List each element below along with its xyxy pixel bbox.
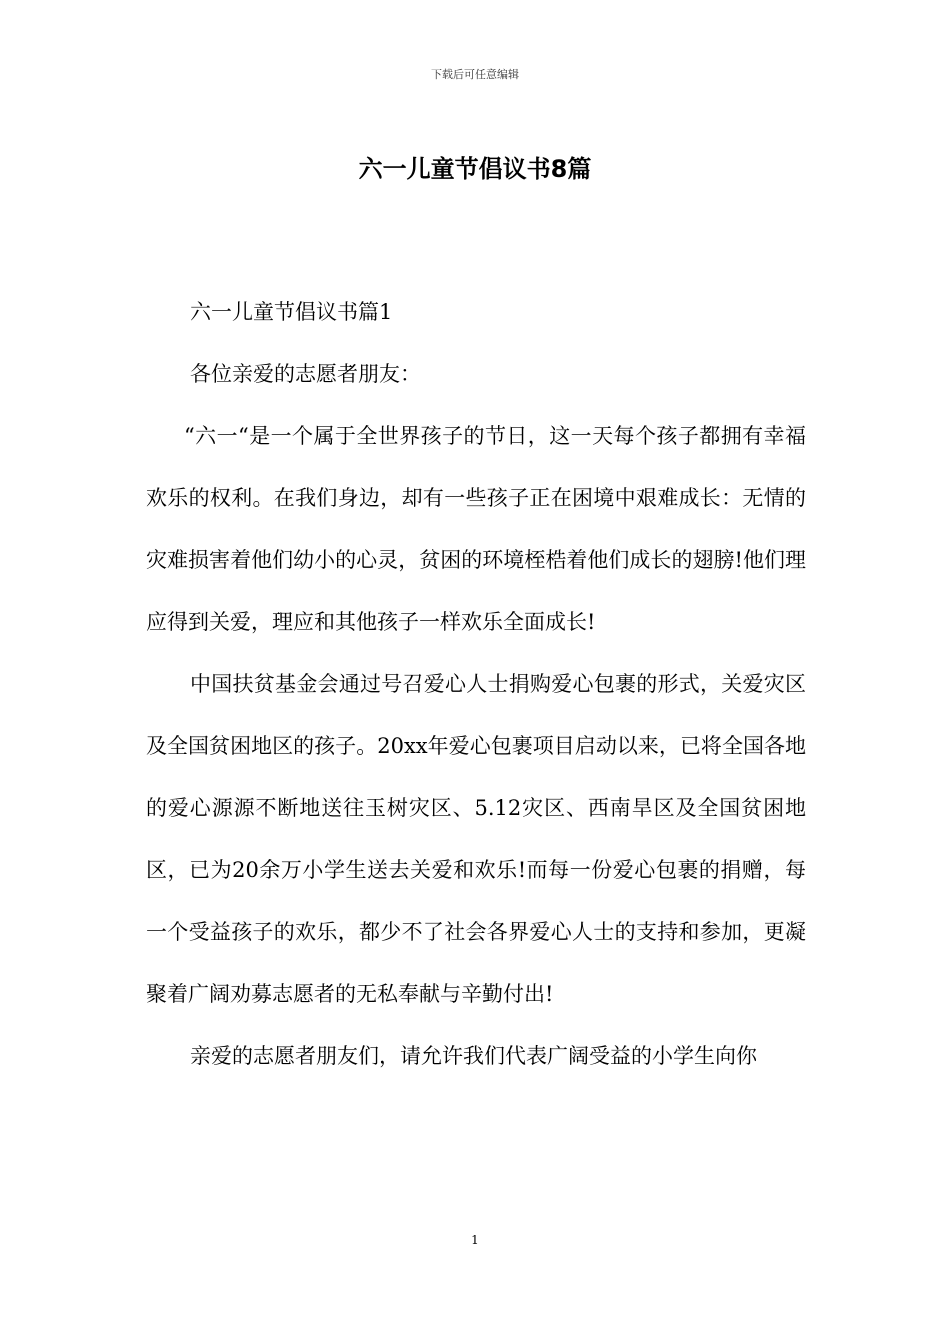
document-body (146, 281, 806, 1087)
section-heading: 六一儿童节倡议书篇1 (190, 300, 393, 324)
document-title: 六一儿童节倡议书8篇 (358, 155, 592, 183)
paragraph: 亲爱的志愿者朋友们，请允许我们代表广阔受益的小学生向你 (190, 1044, 757, 1068)
salutation: 各位亲爱的志愿者朋友： (190, 362, 421, 386)
page-number: 1 (471, 1233, 479, 1247)
paragraph: “六一“是一个属于全世界孩子的节日，这一天每个孩子都拥有幸福欢乐的权利。在我们身边，却有一些孩子正在困境中艰难成长：无情的灾难损害着他们幼小的心灵，贫困的环境桎梏着他们成长的翅膀!他们理应得到关爱，理应和其他孩子一样欢乐全面成长! (146, 424, 806, 634)
header-note: 下载后可任意编辑 (431, 68, 519, 81)
paragraph: 中国扶贫基金会通过号召爱心人士捐购爱心包裹的形式，关爱灾区及全国贫困地区的孩子。20xx年爱心包裹项目启动以来，已将全国各地的爱心源源不断地送往玉树灾区、5.12灾区、西南旱区及全国贫困地区，已为20余万小学生送去关爱和欢乐!而每一份爱心包裹的捐赠，每一个受益孩子的欢乐，都少不了社会各界爱心人士的支持和参加，更凝聚着广阔劝募志愿者的无私奉献与辛勤付出! (146, 672, 806, 1006)
